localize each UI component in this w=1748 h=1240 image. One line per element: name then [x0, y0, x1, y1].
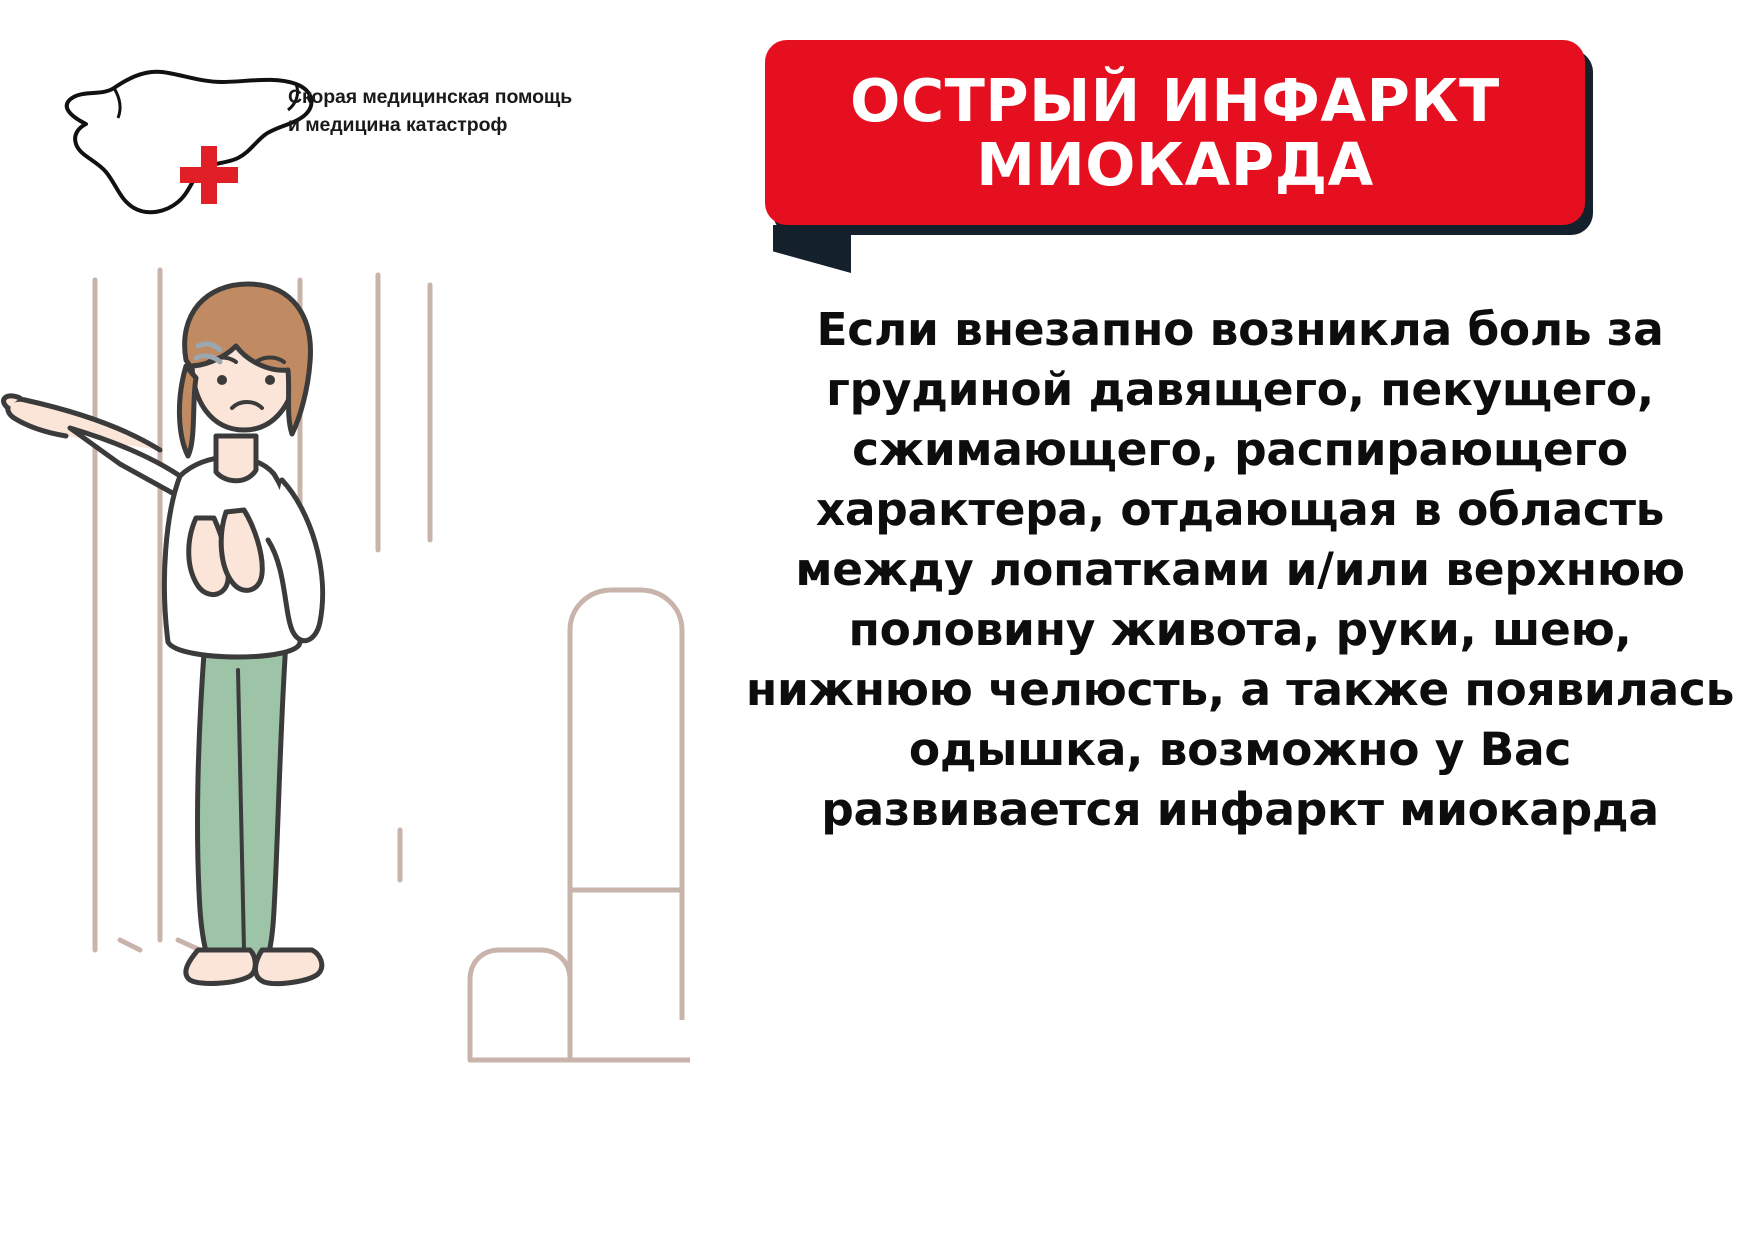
organization-name-line1: Скорая медицинская помощь	[288, 86, 573, 108]
red-cross-icon	[180, 146, 238, 204]
poster-right-column	[745, 0, 1748, 1240]
crimea-map-outline-icon	[50, 46, 350, 236]
title-banner	[765, 40, 1585, 225]
woman-clutching-chest-illustration	[0, 250, 760, 1240]
organization-name-line2: и медицина катастроф	[288, 114, 508, 137]
poster-title: ОСТРЫЙ ИНФАРКТ МИОКАРДА	[850, 65, 1500, 199]
organization-logo	[40, 28, 620, 258]
banner-ribbon-tail	[773, 225, 851, 273]
organization-name	[288, 83, 618, 140]
banner-main	[765, 40, 1585, 225]
poster-body-text: Если внезапно возникла боль за грудиной давящего, пекущего, сжимающего, распирающего характера, отдающая в область между лопатками и/или верхнюю половину живота, руки, шею, нижнюю челюсть, а также появилась одышка, возможно у Вас развивается инфаркт миокарда	[745, 303, 1735, 837]
